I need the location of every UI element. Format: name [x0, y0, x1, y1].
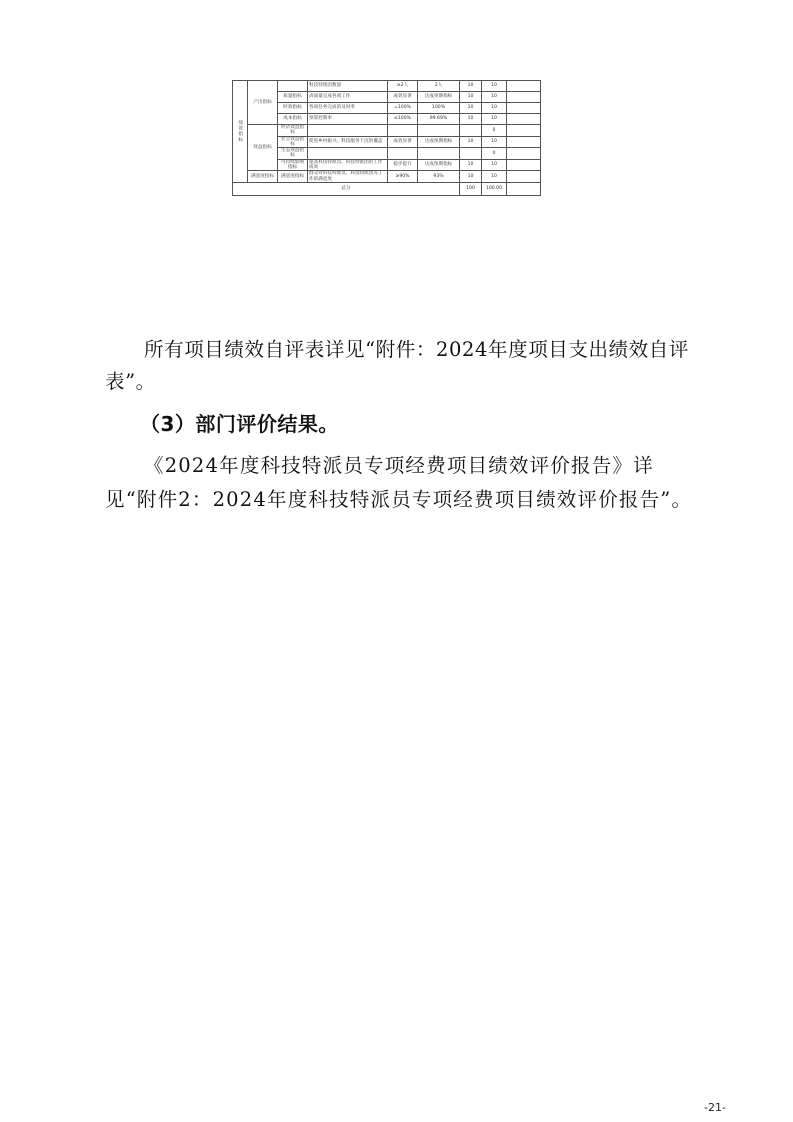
table-cell: 质量指标 [278, 92, 308, 103]
table-cell [507, 148, 541, 160]
table-cell [460, 125, 482, 137]
table-cell: 成效显著 [388, 92, 418, 103]
table-cell: 10 [482, 136, 507, 148]
table-cell: 达成预期指标 [418, 92, 460, 103]
table-total-row [233, 182, 541, 195]
table-cell: 10 [482, 159, 507, 171]
table-cell: 10 [482, 92, 507, 103]
table-row [233, 92, 541, 103]
table-row [233, 159, 541, 171]
table-cell [460, 148, 482, 160]
table-row [233, 171, 541, 183]
table-cell: 提高科技特派员、科技特派团的工作成效 [308, 159, 388, 171]
table-cell: 0 [482, 148, 507, 160]
total-score: 100 [460, 182, 482, 195]
performance-table [232, 80, 541, 196]
table-cell: 成本指标 [278, 114, 308, 125]
table-cell [507, 125, 541, 137]
table-cell [507, 182, 541, 195]
table-cell: 时效指标 [278, 103, 308, 114]
table-cell [308, 148, 388, 160]
table-row [233, 148, 541, 160]
table-cell [308, 125, 388, 137]
table-cell: ≥90% [388, 171, 418, 183]
table-cell: 99.69% [418, 114, 460, 125]
table-cell [418, 125, 460, 137]
section-heading: （3）部门评价结果。 [140, 412, 339, 436]
table-cell [507, 103, 541, 114]
table-cell: ≥2人 [388, 81, 418, 92]
table-cell: 10 [460, 114, 482, 125]
table-cell: 达成预期指标 [418, 159, 460, 171]
table-cell: 10 [482, 171, 507, 183]
table-row [233, 136, 541, 148]
total-got: 100.00 [482, 182, 507, 195]
table-cell: ≤100% [388, 114, 418, 125]
table-cell: 可持续影响指标 [278, 159, 308, 171]
table-cell: 93% [418, 171, 460, 183]
table-cell: 产出指标 [248, 81, 278, 125]
table-cell: 10 [460, 92, 482, 103]
table-cell: 绩效指标 [233, 81, 248, 183]
performance-table-image [232, 80, 540, 216]
paragraph-self-evaluation: 所有项目绩效自评表详见“附件：2024年度项目支出绩效自评表”。 [105, 338, 689, 393]
table-cell: 稳步提升 [388, 159, 418, 171]
table-cell: 效益指标 [248, 125, 278, 171]
table-cell: 预算控制率 [308, 114, 388, 125]
table-cell: 各项任务完成的及时率 [308, 103, 388, 114]
table-row [233, 103, 541, 114]
table-cell: 10 [460, 136, 482, 148]
table-cell: 10 [460, 159, 482, 171]
table-cell: 科技特派团数量 [308, 81, 388, 92]
table-cell: =100% [388, 103, 418, 114]
table-cell: 促进乡村振兴、科技服务下沉的覆盖 [308, 136, 388, 148]
table-cell [507, 92, 541, 103]
table-cell [388, 125, 418, 137]
table-row [233, 81, 541, 92]
table-cell: 0 [482, 125, 507, 137]
table-cell: 高质量完成各项工作 [308, 92, 388, 103]
table-cell [278, 81, 308, 92]
table-cell: 10 [460, 171, 482, 183]
table-cell: 2人 [418, 81, 460, 92]
table-cell: 10 [460, 81, 482, 92]
table-cell: 10 [482, 114, 507, 125]
table-cell: 10 [460, 103, 482, 114]
table-cell [388, 148, 418, 160]
table-cell [507, 114, 541, 125]
table-row [233, 114, 541, 125]
table-cell [507, 159, 541, 171]
table-cell: 10 [482, 103, 507, 114]
table-cell: 成效显著 [388, 136, 418, 148]
table-cell [507, 81, 541, 92]
table-cell [507, 171, 541, 183]
table-cell: 满意度指标 [248, 171, 278, 183]
table-cell [418, 148, 460, 160]
table-cell: 生态效益指标 [278, 148, 308, 160]
table-row [233, 125, 541, 137]
table-cell: 达成预期指标 [418, 136, 460, 148]
paragraph-department-evaluation: 《2024年度科技特派员专项经费项目绩效评价报告》详见“附件2：2024年度科技特派员专项经费项目绩效评价报告”。 [105, 454, 693, 511]
table-cell: 社会效益指标 [278, 136, 308, 148]
table-cell: 10 [482, 81, 507, 92]
table-cell: 满意度指标 [278, 171, 308, 183]
table-cell: 经济效益指标 [278, 125, 308, 137]
table-cell: 100% [418, 103, 460, 114]
table-cell: 群众对科技特派员、科技特派团等工作的满意度 [308, 171, 388, 183]
page-number: -21- [704, 1101, 726, 1114]
total-label: 总分 [233, 182, 460, 195]
table-cell [507, 136, 541, 148]
